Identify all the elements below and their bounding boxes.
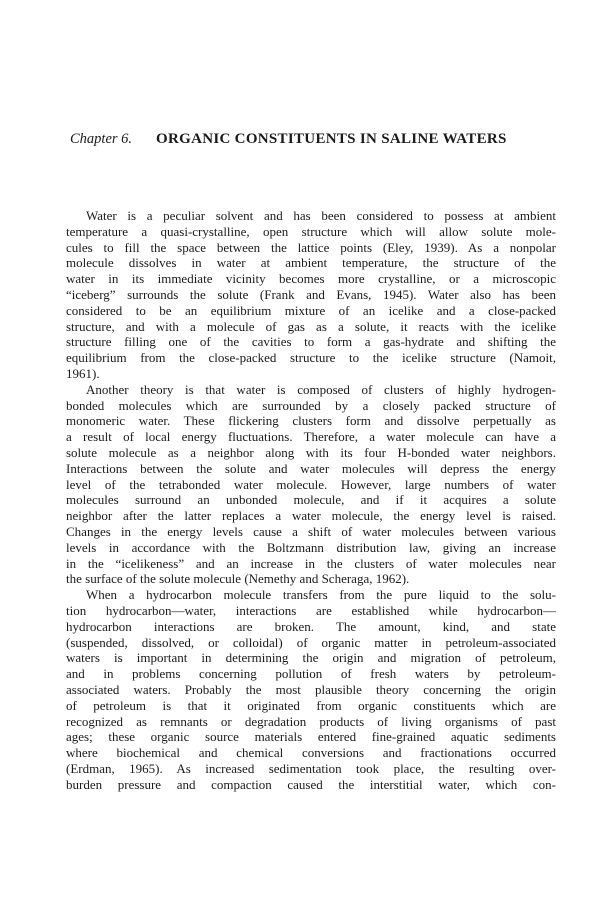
text-line: and in problems concerning pollution of fresh waters by petroleum- [66, 666, 556, 682]
text-line: Another theory is that water is composed of clusters of highly hydrogen- [86, 381, 556, 397]
text-line: neighbor after the latter replaces a water molecule, the energy level is raised. [66, 508, 556, 524]
text-line: a result of local energy fluctuations. Therefore, a water molecule can have a [66, 429, 556, 445]
text-line: considered to be an equilibrium mixture of an icelike and a close-packed [66, 302, 556, 318]
chapter-label: Chapter 6. [70, 131, 133, 147]
text-line: Interactions between the solute and water molecules will depress the energy [66, 460, 556, 476]
text-line: recognized as remnants or degradation products of living organisms of past [66, 713, 556, 729]
text-line: structure, and with a molecule of gas as a solute, it reacts with the icelike [66, 318, 556, 334]
text-line: Changes in the energy levels cause a shift of water molecules between various [66, 523, 556, 539]
text-line: 1961). [66, 365, 100, 381]
text-line: Water is a peculiar solvent and has been considered to possess at ambient [86, 208, 556, 223]
text-line: associated waters. Probably the most plausible theory concerning the origin [66, 681, 556, 697]
text-line: hydrocarbon interactions are broken. The amount, kind, and state [66, 618, 556, 634]
page-body [66, 208, 556, 792]
text-line: When a hydrocarbon molecule transfers from the pure liquid to the solu- [86, 587, 556, 603]
text-line: burden pressure and compaction caused the interstitial water, which con- [66, 776, 556, 792]
text-line: “iceberg” surrounds the solute (Frank and Evans, 1945). Water also has been [66, 286, 556, 302]
text-line: monomeric water. These flickering clusters form and dissolve perpetually as [66, 413, 556, 429]
chapter-title: ORGANIC CONSTITUENTS IN SALINE WATERS [156, 131, 507, 147]
text-line: level of the tetrabonded water molecule. However, large numbers of water [66, 476, 556, 492]
text-line: waters is important in determining the origin and migration of petroleum, [66, 650, 556, 666]
text-line: cules to fill the space between the lattice points (Eley, 1939). As a nonpolar [66, 239, 556, 255]
text-line: ages; these organic source materials entered fine-grained aquatic sediments [66, 729, 556, 745]
text-line: structure filling one of the cavities to form a gas-hydrate and shifting the [66, 334, 556, 350]
text-line: temperature a quasi-crystalline, open structure which will allow solute mole- [66, 223, 556, 239]
text-line: levels in accordance with the Boltzmann distribution law, giving an increase [66, 539, 556, 555]
text-line: where biochemical and chemical conversions and fractionations occurred [66, 745, 556, 761]
chapter-header [70, 130, 507, 148]
text-line: of petroleum is that it originated from organic constituents which are [66, 697, 556, 713]
text-line: (Erdman, 1965). As increased sedimentation took place, the resulting over- [66, 760, 556, 776]
text-line: molecules surround an unbonded molecule, and if it acquires a solute [66, 492, 556, 508]
text-line: in the “icelikeness” and an increase in the clusters of water molecules near [66, 555, 556, 571]
text-line: water in its immediate vicinity becomes more crystalline, or a microscopic [66, 271, 556, 287]
text-line: equilibrium from the close-packed structure to the icelike structure (Namoit, [66, 350, 556, 366]
text-line: bonded molecules which are surrounded by a closely packed structure of [66, 397, 556, 413]
text-line: tion hydrocarbon—water, interactions are established while hydrocarbon— [66, 602, 556, 618]
text-line: (suspended, dissolved, or colloidal) of organic matter in petroleum-associated [66, 634, 556, 650]
text-line: the surface of the solute molecule (Nemethy and Scheraga, 1962). [66, 571, 410, 587]
text-line: molecule dissolves in water at ambient temperature, the structure of the [66, 255, 556, 271]
text-line: solute molecule as a neighbor along with its four H-bonded water neighbors. [66, 444, 556, 460]
